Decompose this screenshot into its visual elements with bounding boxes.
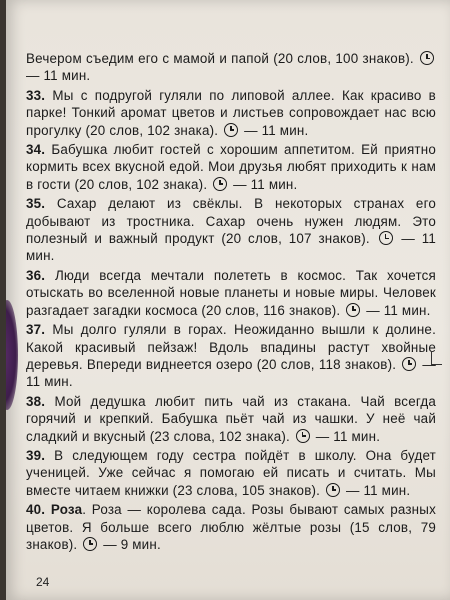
entry-number: 34. <box>26 142 46 158</box>
margin-mark <box>431 352 442 365</box>
entry-34: 34. Бабушка любит гостей с хорошим аппетитом. Ей приятно кормить всех вкусной едой. Мои друзья любят приходить к нам в гости (20 слов, 102 знака). — 11 мин. <box>26 142 436 192</box>
entry-38: 38. Мой дедушка любит пить чай из стакана. Чай всегда горячий и крепкий. Бабушка пьёт чай из чашки. У неё чай сладкий и вкусный (23 слова, 102 знака). — 11 мин. <box>26 393 436 444</box>
entry-number: 37. <box>26 322 46 338</box>
entry-continuation: Вечером съедим его с мамой и папой (20 слов, 100 знаков). — 11 мин. <box>26 50 436 85</box>
clock-icon <box>420 51 434 65</box>
clock-icon <box>326 483 340 497</box>
clock-icon <box>213 177 227 191</box>
finger-shadow <box>6 300 18 410</box>
clock-icon <box>83 537 97 551</box>
clock-icon <box>224 123 238 137</box>
bleed-through-text <box>330 32 450 48</box>
entry-40: 40. Роза. Роза — королева сада. Розы бывают самых разных цветов. Я больше всего люблю жёлтые розы (15 слов, 79 знаков). — 9 мин. <box>26 502 436 552</box>
clock-icon <box>346 303 360 317</box>
book-page <box>6 0 450 600</box>
entry-number: 35. <box>26 196 46 212</box>
entry-number: 33. <box>26 87 46 103</box>
entry-33: 33. Мы с подругой гуляли по липовой аллее. Как красиво в парке! Тонкий аромат цветов и листьев сопровождает нас всю прогулку (20 слов, 102 знака). — 11 мин. <box>26 87 436 138</box>
entry-number: 39. <box>26 447 46 463</box>
page-number: 24 <box>36 575 50 589</box>
entry-36: 36. Люди всегда мечтали полететь в космос. Так хочется отыскать во вселенной новые планеты и новые миры. Человек разгадает загадки космоса (20 слов, 116 знаков). — 11 мин. <box>26 267 436 318</box>
entry-number: 38. <box>26 393 46 409</box>
entry-35: 35. Сахар делают из свёклы. В некоторых странах его добывают из тростника. Сахар очень нужен людям. Это полезный и важный продукт (20 слов, 107 знаков). — 11 мин. <box>26 196 437 264</box>
entry-number: 40. <box>26 502 46 518</box>
text-body <box>26 50 436 555</box>
entry-number: 36. <box>26 267 46 283</box>
clock-icon <box>402 357 416 371</box>
clock-icon <box>379 231 393 245</box>
clock-icon <box>296 429 310 443</box>
entry-37: 37. Мы долго гуляли в горах. Неожиданно вышли к долине. Какой красивый пейзаж! Вдоль впадины растут хвойные деревья. Впереди виднеется озеро (20 слов, 118 знаков). — 11 мин. <box>26 322 437 390</box>
entry-title: Роза <box>50 502 83 518</box>
entry-39: 39. В следующем году сестра пойдёт в школу. Она будет ученицей. Уже сейчас я помогаю ей писать и считать. Мы вместе читаем книжки (23 слова, 105 знаков). — 11 мин. <box>26 447 437 498</box>
